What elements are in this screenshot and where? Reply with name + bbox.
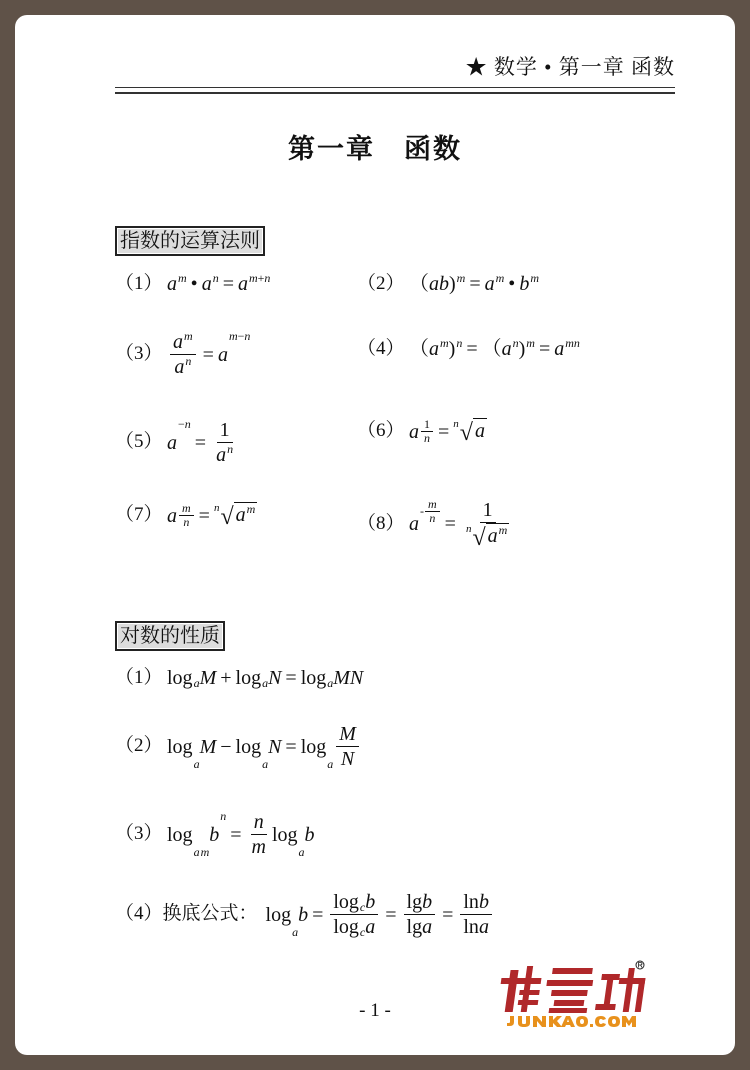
formula-label: （4）换底公式： <box>115 903 258 925</box>
subscript <box>194 846 210 859</box>
math-variable: n <box>183 515 190 530</box>
math-variable: b <box>365 891 376 913</box>
denominator <box>213 443 236 467</box>
numerator <box>480 498 496 523</box>
denominator <box>421 432 433 445</box>
formula <box>167 418 239 467</box>
formula <box>409 498 515 550</box>
superscript <box>247 503 256 516</box>
math-text: 1 <box>482 499 493 521</box>
math-variable: m <box>498 523 508 537</box>
superscript <box>530 272 539 285</box>
formula-label: （3） <box>115 343 163 365</box>
formula-row <box>115 666 363 690</box>
math-variable: m <box>530 271 539 285</box>
math-text: − <box>178 417 185 431</box>
formula-label: （4） <box>357 337 405 359</box>
formula <box>167 502 257 529</box>
radical-sign-icon: √ <box>220 504 234 531</box>
math-operator: − <box>220 735 232 758</box>
math-variable: m <box>248 271 258 285</box>
math-variable: c <box>359 899 366 914</box>
math-variable: ab <box>429 273 449 295</box>
math-text: log <box>333 891 359 913</box>
math-operator: = <box>285 667 297 689</box>
formula <box>266 890 495 939</box>
numerator <box>336 722 359 747</box>
formula <box>409 337 580 361</box>
superscript <box>457 272 466 285</box>
radical <box>466 523 509 550</box>
radical <box>453 418 487 445</box>
fraction <box>463 498 512 550</box>
subscript <box>327 758 333 771</box>
math-text: （ <box>481 338 502 360</box>
math-variable: n <box>220 809 227 823</box>
superscript <box>440 337 449 350</box>
subscript <box>194 758 200 771</box>
numerator <box>217 418 233 443</box>
denominator <box>249 835 269 859</box>
math-variable: n <box>185 354 192 368</box>
math-variable: a <box>298 844 305 859</box>
math-variable: a <box>292 924 299 939</box>
radical-sign-icon: √ <box>459 420 473 447</box>
math-variable: a <box>501 338 512 360</box>
math-variable: a <box>174 356 185 378</box>
math-variable: n <box>429 511 436 526</box>
formula <box>167 272 270 296</box>
superscript <box>178 418 191 431</box>
math-variable: MN <box>333 667 364 689</box>
math-variable: m <box>251 836 266 858</box>
math-variable: a <box>409 513 419 535</box>
superscript <box>184 330 193 343</box>
denominator <box>460 915 492 939</box>
math-variable: c <box>359 924 366 939</box>
header-rule <box>115 87 675 88</box>
formula-row <box>357 272 539 296</box>
math-variable: a <box>429 338 439 360</box>
formula-row <box>357 337 580 361</box>
math-variable: a <box>235 504 246 527</box>
denominator <box>338 747 357 771</box>
math-variable: a <box>327 675 334 690</box>
subscript <box>292 926 298 939</box>
superscript <box>213 272 219 285</box>
math-operator: = <box>222 273 234 295</box>
section-heading-log-properties: 对数的性质 <box>115 621 225 651</box>
math-variable: m <box>456 271 466 285</box>
math-variable: a <box>237 273 248 295</box>
formula-label: （2） <box>115 735 163 757</box>
formula-label: （3） <box>115 823 163 845</box>
math-text: log <box>265 903 292 926</box>
math-text: ) <box>449 273 456 295</box>
math-operator: = <box>385 903 397 926</box>
section-heading-exponent-rules: 指数的运算法则 <box>115 226 265 256</box>
math-variable: n <box>253 811 264 833</box>
formula-label: （5） <box>115 431 163 453</box>
math-text: − <box>237 329 245 343</box>
denominator <box>180 516 192 529</box>
formula-row <box>115 502 257 529</box>
math-text: lg <box>406 891 423 913</box>
fraction <box>460 890 492 939</box>
superscript <box>456 337 462 350</box>
math-variable: M <box>199 667 217 689</box>
formula <box>409 272 539 296</box>
math-text: - <box>420 504 424 519</box>
math-variable: a <box>474 420 485 443</box>
superscript <box>227 443 233 456</box>
math-variable: m <box>182 501 191 515</box>
math-variable: m <box>246 502 256 517</box>
math-variable: n <box>264 271 271 285</box>
formula-label: （1） <box>115 666 163 688</box>
math-variable: b <box>519 273 530 295</box>
math-text: log <box>167 667 193 689</box>
fraction <box>170 330 196 379</box>
superscript <box>185 355 191 368</box>
math-variable: M <box>339 723 356 745</box>
math-variable: n <box>227 442 234 456</box>
math-text: log <box>333 916 359 938</box>
radicand <box>473 418 487 443</box>
formula <box>167 666 363 690</box>
formula-row <box>115 418 239 467</box>
math-operator: = <box>285 735 297 758</box>
fraction <box>330 890 378 939</box>
superscript <box>496 272 505 285</box>
math-operator: = <box>442 903 454 926</box>
fraction <box>404 890 436 939</box>
numerator <box>460 890 492 915</box>
fraction <box>213 418 236 467</box>
math-text: lg <box>406 916 423 938</box>
formula-label: （8） <box>357 512 405 534</box>
chapter-title: 第一章 函数 <box>288 134 462 164</box>
math-variable: m <box>440 336 449 350</box>
fraction <box>421 418 433 445</box>
numerator <box>425 498 440 512</box>
math-variable: a <box>167 431 177 454</box>
formula-label: （1） <box>115 272 163 294</box>
formula-label: （6） <box>357 420 405 442</box>
root-index: n <box>453 418 459 431</box>
formula <box>167 810 315 859</box>
math-operator: = <box>198 504 210 527</box>
math-variable: N <box>268 667 282 689</box>
formula-label: （7） <box>115 504 163 526</box>
math-variable: a <box>217 343 228 366</box>
math-text: 1 <box>424 417 430 431</box>
math-variable: a <box>193 675 200 690</box>
math-operator: + <box>220 667 232 689</box>
numerator <box>330 890 378 915</box>
math-text: ln <box>463 891 479 913</box>
fraction <box>179 502 194 529</box>
math-operator: = <box>538 338 551 360</box>
math-variable: m <box>228 329 238 343</box>
math-variable: a <box>167 273 177 295</box>
junkao-logo <box>500 960 650 1030</box>
running-header: ★ 数学 • 第一章 函数 <box>465 55 675 79</box>
superscript <box>565 337 580 350</box>
page-number: - 1 - <box>359 1000 391 1021</box>
denominator <box>404 915 436 939</box>
math-variable: a <box>484 273 495 295</box>
numerator <box>251 810 267 835</box>
formula <box>167 330 250 379</box>
denominator <box>426 512 438 525</box>
math-variable: a <box>365 916 376 938</box>
radicand <box>486 523 510 548</box>
math-variable: b <box>304 823 315 846</box>
math-text: log <box>235 667 262 689</box>
math-variable: a <box>193 844 200 859</box>
numerator <box>421 418 433 432</box>
formula <box>167 722 362 771</box>
formula-row <box>115 722 362 771</box>
math-variable: n <box>424 431 430 446</box>
math-variable: mn <box>565 336 580 350</box>
math-variable: m <box>428 497 437 511</box>
math-variable: a <box>262 675 269 690</box>
math-text: （ <box>409 273 429 295</box>
numerator <box>404 890 436 915</box>
math-text: log <box>300 735 327 758</box>
denominator <box>171 355 194 379</box>
formula-row <box>115 890 495 939</box>
superscript <box>499 524 508 537</box>
math-operator: = <box>202 343 214 366</box>
radicand <box>234 502 258 527</box>
numerator <box>170 330 196 355</box>
math-variable: a <box>173 331 183 353</box>
math-operator: • <box>190 273 198 295</box>
math-variable: a <box>193 756 200 771</box>
denominator <box>330 915 378 939</box>
math-variable: N <box>340 748 355 770</box>
math-text: ) <box>448 338 456 360</box>
math-operator: = <box>469 273 481 295</box>
superscript <box>526 337 535 350</box>
formula-row <box>115 272 270 296</box>
math-text: log <box>271 823 298 846</box>
formula-row <box>357 498 515 550</box>
formula-row <box>357 418 487 445</box>
superscript <box>178 502 195 529</box>
formula-row <box>115 810 315 859</box>
math-operator: = <box>194 431 207 454</box>
math-variable: N <box>268 735 282 758</box>
math-variable: a <box>422 916 433 938</box>
root-index: n <box>213 502 220 515</box>
math-variable: b <box>298 903 309 926</box>
formula-row <box>115 330 250 379</box>
math-variable: a <box>554 338 565 360</box>
superscript <box>420 498 441 525</box>
math-variable: a <box>409 420 419 443</box>
math-variable: M <box>199 735 217 758</box>
denominator <box>463 523 512 550</box>
math-variable: b <box>209 823 220 846</box>
math-text: + <box>257 271 265 285</box>
math-text: ln <box>463 916 479 938</box>
numerator <box>179 502 194 516</box>
math-variable: a <box>167 504 177 527</box>
math-variable: a <box>201 273 212 295</box>
math-variable: a <box>478 916 489 938</box>
math-text: ) <box>518 338 526 360</box>
fraction <box>249 810 269 859</box>
math-text: log <box>167 823 193 846</box>
header-rule <box>115 92 675 94</box>
math-variable: b <box>422 891 433 913</box>
math-variable: m <box>526 336 535 350</box>
math-variable: n <box>244 329 251 343</box>
superscript <box>229 330 250 343</box>
math-variable: m <box>200 844 210 859</box>
radical <box>214 502 257 529</box>
root-index: n <box>465 523 472 535</box>
math-variable: a <box>262 756 269 771</box>
math-variable: m <box>184 329 193 343</box>
math-text: log <box>235 735 262 758</box>
math-operator: = <box>444 513 456 535</box>
math-text: log <box>167 735 193 758</box>
math-operator: = <box>438 420 450 443</box>
math-operator: = <box>466 338 478 360</box>
math-variable: n <box>184 417 191 431</box>
math-variable: n <box>512 336 519 350</box>
superscript <box>201 846 210 859</box>
math-variable: n <box>456 336 463 350</box>
math-variable: m <box>495 271 505 285</box>
formula <box>409 418 487 445</box>
math-operator: = <box>312 903 324 926</box>
math-variable: b <box>478 891 489 913</box>
superscript <box>420 418 434 445</box>
formula-label: （2） <box>357 272 405 294</box>
math-variable: m <box>178 271 187 285</box>
math-variable: a <box>327 756 334 771</box>
fraction <box>336 722 359 771</box>
superscript <box>178 272 187 285</box>
math-variable: a <box>216 444 227 466</box>
subscript <box>262 758 268 771</box>
subscript <box>299 846 305 859</box>
fraction <box>425 498 440 525</box>
math-text: （ <box>409 338 429 360</box>
math-variable: a <box>487 525 498 547</box>
math-text: log <box>300 667 327 689</box>
math-operator: • <box>508 273 516 295</box>
math-variable: n <box>212 271 219 285</box>
superscript <box>249 272 270 285</box>
radical-sign-icon: √ <box>472 525 486 551</box>
superscript <box>220 810 226 823</box>
math-operator: = <box>230 823 242 846</box>
math-text: 1 <box>219 419 230 441</box>
